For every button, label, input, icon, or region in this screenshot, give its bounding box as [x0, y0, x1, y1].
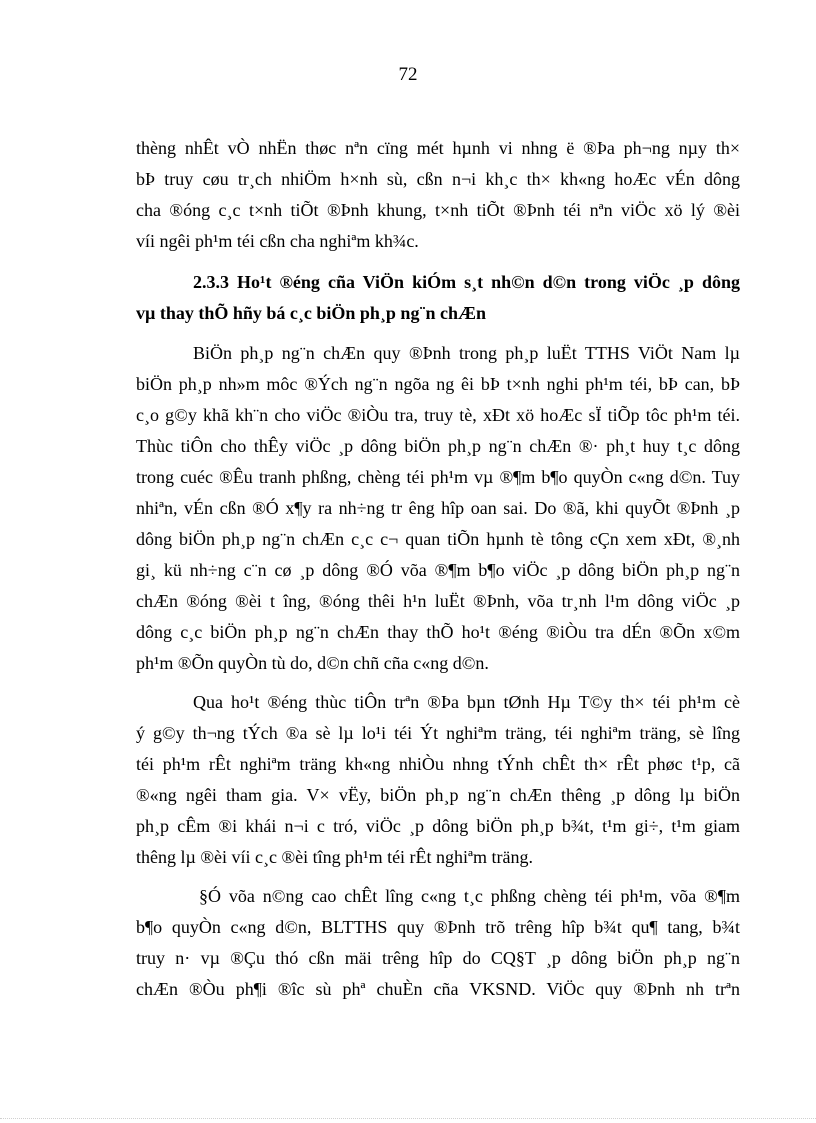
text-line: b¶o quyÒn c«ng d©n, BLTTHS quy ®Þnh trõ trêng hîp b¾t qu¶ tang, b¾t: [136, 917, 740, 937]
text-line: bÞ truy cøu tr¸ch nhiÖm h×nh sù, cßn n¬i kh¸c th× kh«ng hoÆc vÉn dông: [136, 169, 740, 189]
text-line: chÆn ®óng ®èi t îng, ®óng thêi h¹n luËt ®Þnh, võa tr¸nh l¹m dông viÖc ¸p: [136, 591, 740, 611]
text-line: trong cuéc ®Êu tranh phßng, chèng téi ph¹m vµ ®¶m b¶o quyÒn c«ng d©n. Tuy: [136, 467, 740, 487]
text-line: ph¸p cÊm ®i khái n¬i c tró, viÖc ¸p dông biÖn ph¸p b¾t, t¹m gi÷, t¹m giam: [136, 816, 740, 836]
text-line: dông c¸c biÖn ph¸p ng¨n chÆn thay thÕ ho¹t ®éng ®iÒu tra dÉn ®Õn x©m: [136, 622, 740, 642]
text-line: chÆn ®Òu ph¶i ®îc sù phª chuÈn cña VKSND. ViÖc quy ®Þnh nh trªn: [136, 979, 740, 999]
page-number: 72: [398, 64, 418, 85]
text-line: cha ®óng c¸c t×nh tiÕt ®Þnh khung, t×nh tiÕt ®Þnh téi nªn viÖc xö lý ®èi: [136, 200, 740, 220]
text-line: c¸o g©y khã kh¨n cho viÖc ®iÒu tra, truy tè, xÐt xö hoÆc sÏ tiÕp tôc ph¹m téi.: [136, 405, 740, 425]
page-bottom-rule: [0, 1118, 816, 1119]
text-line: ý g©y th¬ng tÝch ®a sè lµ lo¹i téi Ýt nghiªm träng, téi nghiªm träng, sè lîng: [136, 723, 740, 743]
text-line: gi¸ kü nh÷ng c¨n cø ¸p dông ®Ó võa ®¶m b¶o viÖc ¸p dông biÖn ph¸p ng¨n: [136, 560, 740, 580]
text-line: Thùc tiÔn cho thÊy viÖc ¸p dông biÖn ph¸p ng¨n chÆn ®· ph¸t huy t¸c dông: [136, 436, 740, 456]
text-line: víi ngêi ph¹m téi cßn cha nghiªm kh¾c.: [136, 231, 419, 251]
section-heading-line: vµ thay thÕ hñy bá c¸c biÖn ph¸p ng¨n chÆn: [136, 303, 486, 323]
text-line: truy n· vµ ®Çu thó cßn mäi trêng hîp do CQ§T ¸p dông biÖn ph¸p ng¨n: [136, 948, 740, 968]
text-line: ®«ng ngêi tham gia. V× vËy, biÖn ph¸p ng¨n chÆn thêng ¸p dông lµ biÖn: [136, 785, 740, 805]
section-heading-line: 2.3.3 Ho¹t ®éng cña ViÖn kiÓm s¸t nh©n d©n trong viÖc ¸p dông: [193, 272, 740, 292]
text-line: thêng lµ ®èi víi c¸c ®èi tîng ph¹m téi rÊt nghiªm träng.: [136, 847, 534, 867]
text-line: Qua ho¹t ®éng thùc tiÔn trªn ®Þa bµn tØnh Hµ T©y th× téi ph¹m cè: [193, 692, 740, 712]
text-line: téi ph¹m rÊt nghiªm träng kh«ng nhiÒu nhng tÝnh chÊt th× rÊt phøc t¹p, cã: [136, 754, 740, 774]
text-line: nhiªn, vÉn cßn ®Ó x¶y ra nh÷ng tr êng hîp oan sai. Do ®ã, khi quyÕt ®Þnh ¸p: [136, 498, 740, 518]
text-line: biÖn ph¸p nh»m môc ®Ých ng¨n ngõa ng êi bÞ t×nh nghi ph¹m téi, bÞ can, bÞ: [136, 374, 740, 394]
text-line: dông biÖn ph¸p ng¨n chÆn c¸c c¬ quan tiÕn hµnh tè tông cÇn xem xÐt, ®¸nh: [136, 529, 740, 549]
text-line: ph¹m ®Õn quyÒn tù do, d©n chñ cña c«ng d©n.: [136, 653, 489, 673]
text-line: BiÖn ph¸p ng¨n chÆn quy ®Þnh trong ph¸p luËt TTHS ViÖt Nam lµ: [193, 343, 740, 363]
text-line: §Ó võa n©ng cao chÊt lîng c«ng t¸c phßng chèng téi ph¹m, võa ®¶m: [199, 886, 740, 906]
text-line: thèng nhÊt vÒ nhËn thøc nªn cïng mét hµnh vi nhng ë ®Þa ph¬ng nµy th×: [136, 138, 740, 158]
